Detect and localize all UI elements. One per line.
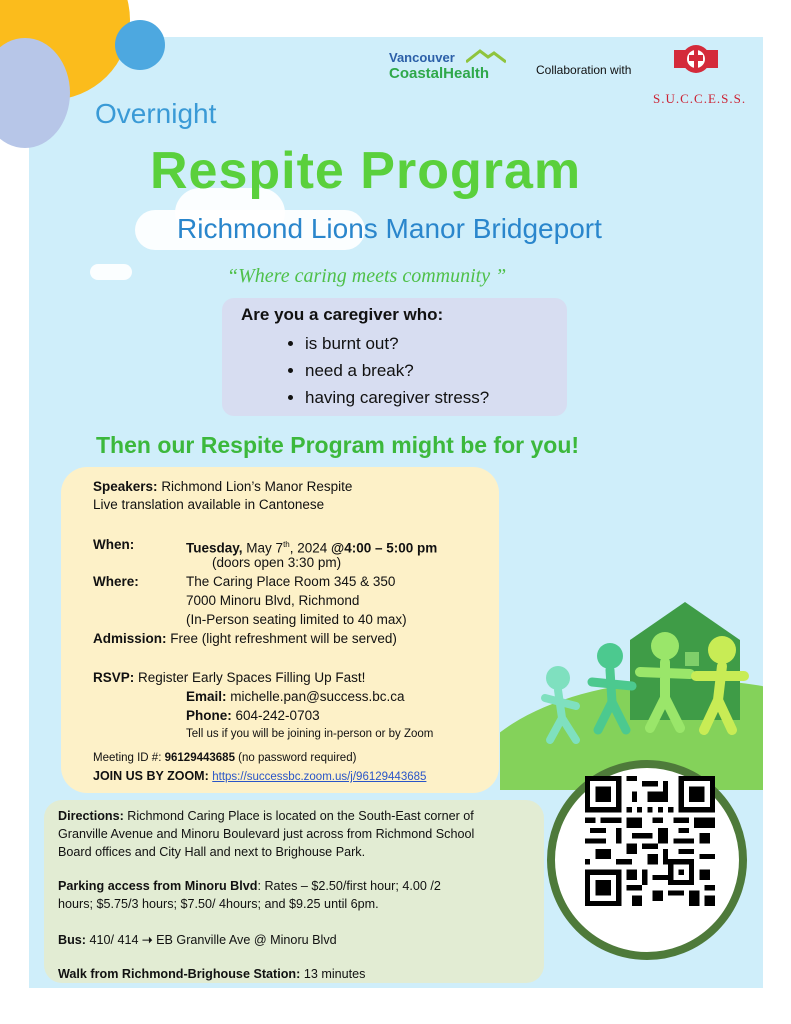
arrow-right-icon: ➝ xyxy=(142,933,153,947)
phone-label: Phone: xyxy=(186,708,232,723)
vch-logo-line2: CoastalHealth xyxy=(389,65,490,82)
when-date-suffix: th xyxy=(283,540,290,549)
mountain-icon xyxy=(466,48,506,64)
where-line1: The Caring Place Room 345 & 350 xyxy=(186,574,396,589)
directions-line2: Granville Avenue and Minoru Boulevard just across from Richmond School xyxy=(58,827,475,841)
parking-text1: : Rates – $2.50/first hour; 4.00 /2 xyxy=(257,879,441,893)
bus-destination: EB Granville Ave @ Minoru Blvd xyxy=(156,933,337,947)
speakers-value: Richmond Lion’s Manor Respite xyxy=(161,479,353,494)
directions-text1: Richmond Caring Place is located on the South-East corner of xyxy=(127,809,474,823)
when-day: Tuesday, xyxy=(186,540,243,556)
directions-line1 xyxy=(58,808,474,825)
parking-line2: hours; $5.75/3 hours; $7.50/ 4hours; and $9.25 until 6pm. xyxy=(58,897,379,911)
qr-code-icon[interactable] xyxy=(585,776,715,906)
question-title: Are you a caregiver who: xyxy=(241,305,444,324)
meeting-id-line xyxy=(93,750,356,767)
bus-label: Bus: xyxy=(58,933,86,947)
email-value[interactable]: michelle.pan@success.bc.ca xyxy=(230,689,405,704)
where-line3: (In-Person seating limited to 40 max) xyxy=(186,612,407,627)
where-label: Where: xyxy=(93,574,139,589)
email-line xyxy=(186,688,405,705)
page-title: Respite Program xyxy=(150,142,582,200)
rsvp-value: Register Early Spaces Filling Up Fast! xyxy=(138,670,366,685)
phone-value[interactable]: 604-242-0703 xyxy=(235,708,320,723)
admission-label: Admission: xyxy=(93,631,167,646)
list-item: • having caregiver stress? xyxy=(305,384,489,411)
cloud-decoration xyxy=(90,264,132,280)
when-label: When: xyxy=(93,537,135,552)
zoom-link[interactable]: https://successbc.zoom.us/j/96129443685 xyxy=(212,771,427,783)
bus-line xyxy=(58,932,337,949)
phone-line xyxy=(186,707,320,724)
meeting-id-label: Meeting ID #: xyxy=(93,752,162,764)
overnight-heading: Overnight xyxy=(95,98,217,129)
admission-value: Free (light refreshment will be served) xyxy=(170,631,397,646)
speakers-label: Speakers: xyxy=(93,479,158,494)
directions-label: Directions: xyxy=(58,809,124,823)
bus-routes: 410/ 414 xyxy=(89,933,139,947)
parking-line1 xyxy=(58,878,441,895)
admission-line xyxy=(93,630,397,647)
email-label: Email: xyxy=(186,689,227,704)
rsvp-label: RSVP: xyxy=(93,670,135,685)
speakers-line xyxy=(93,478,352,495)
when-time: @4:00 – 5:00 pm xyxy=(331,540,438,556)
small-blue-circle-decoration xyxy=(115,20,165,70)
meeting-id-note: (no password required) xyxy=(238,752,357,764)
collaboration-text: Collaboration with xyxy=(536,63,632,77)
zoom-line xyxy=(93,768,426,786)
translation-note: Live translation available in Cantonese xyxy=(93,497,325,512)
list-item: • need a break? xyxy=(305,357,489,384)
list-item: • is burnt out? xyxy=(305,330,489,357)
when-year: , 2024 xyxy=(289,540,328,556)
walk-value: 13 minutes xyxy=(303,967,366,981)
community-illustration xyxy=(500,590,763,790)
zoom-label: JOIN US BY ZOOM: xyxy=(93,769,209,783)
meeting-id-value: 96129443685 xyxy=(164,752,235,764)
location-subtitle: Richmond Lions Manor Bridgeport xyxy=(177,213,602,244)
join-note: Tell us if you will be joining in-person or by Zoom xyxy=(186,728,434,740)
tagline: “Where caring meets community ” xyxy=(227,265,507,287)
walk-label: Walk from Richmond-Brighouse Station: xyxy=(58,967,301,981)
question-list xyxy=(287,330,489,411)
walk-line xyxy=(58,966,365,983)
success-logo-text: S.U.C.C.E.S.S. xyxy=(653,91,747,106)
directions-line3: Board offices and City Hall and next to Brighouse Park. xyxy=(58,845,366,859)
callout-heading: Then our Respite Program might be for you! xyxy=(96,432,580,458)
rsvp-line xyxy=(93,669,365,686)
when-date: May 7 xyxy=(246,540,284,556)
success-logo-icon xyxy=(672,40,720,78)
where-line2: 7000 Minoru Blvd, Richmond xyxy=(186,593,360,608)
doors-open: (doors open 3:30 pm) xyxy=(212,555,342,570)
parking-label: Parking access from Minoru Blvd xyxy=(58,879,258,893)
vch-logo-line1: Vancouver xyxy=(389,50,455,65)
